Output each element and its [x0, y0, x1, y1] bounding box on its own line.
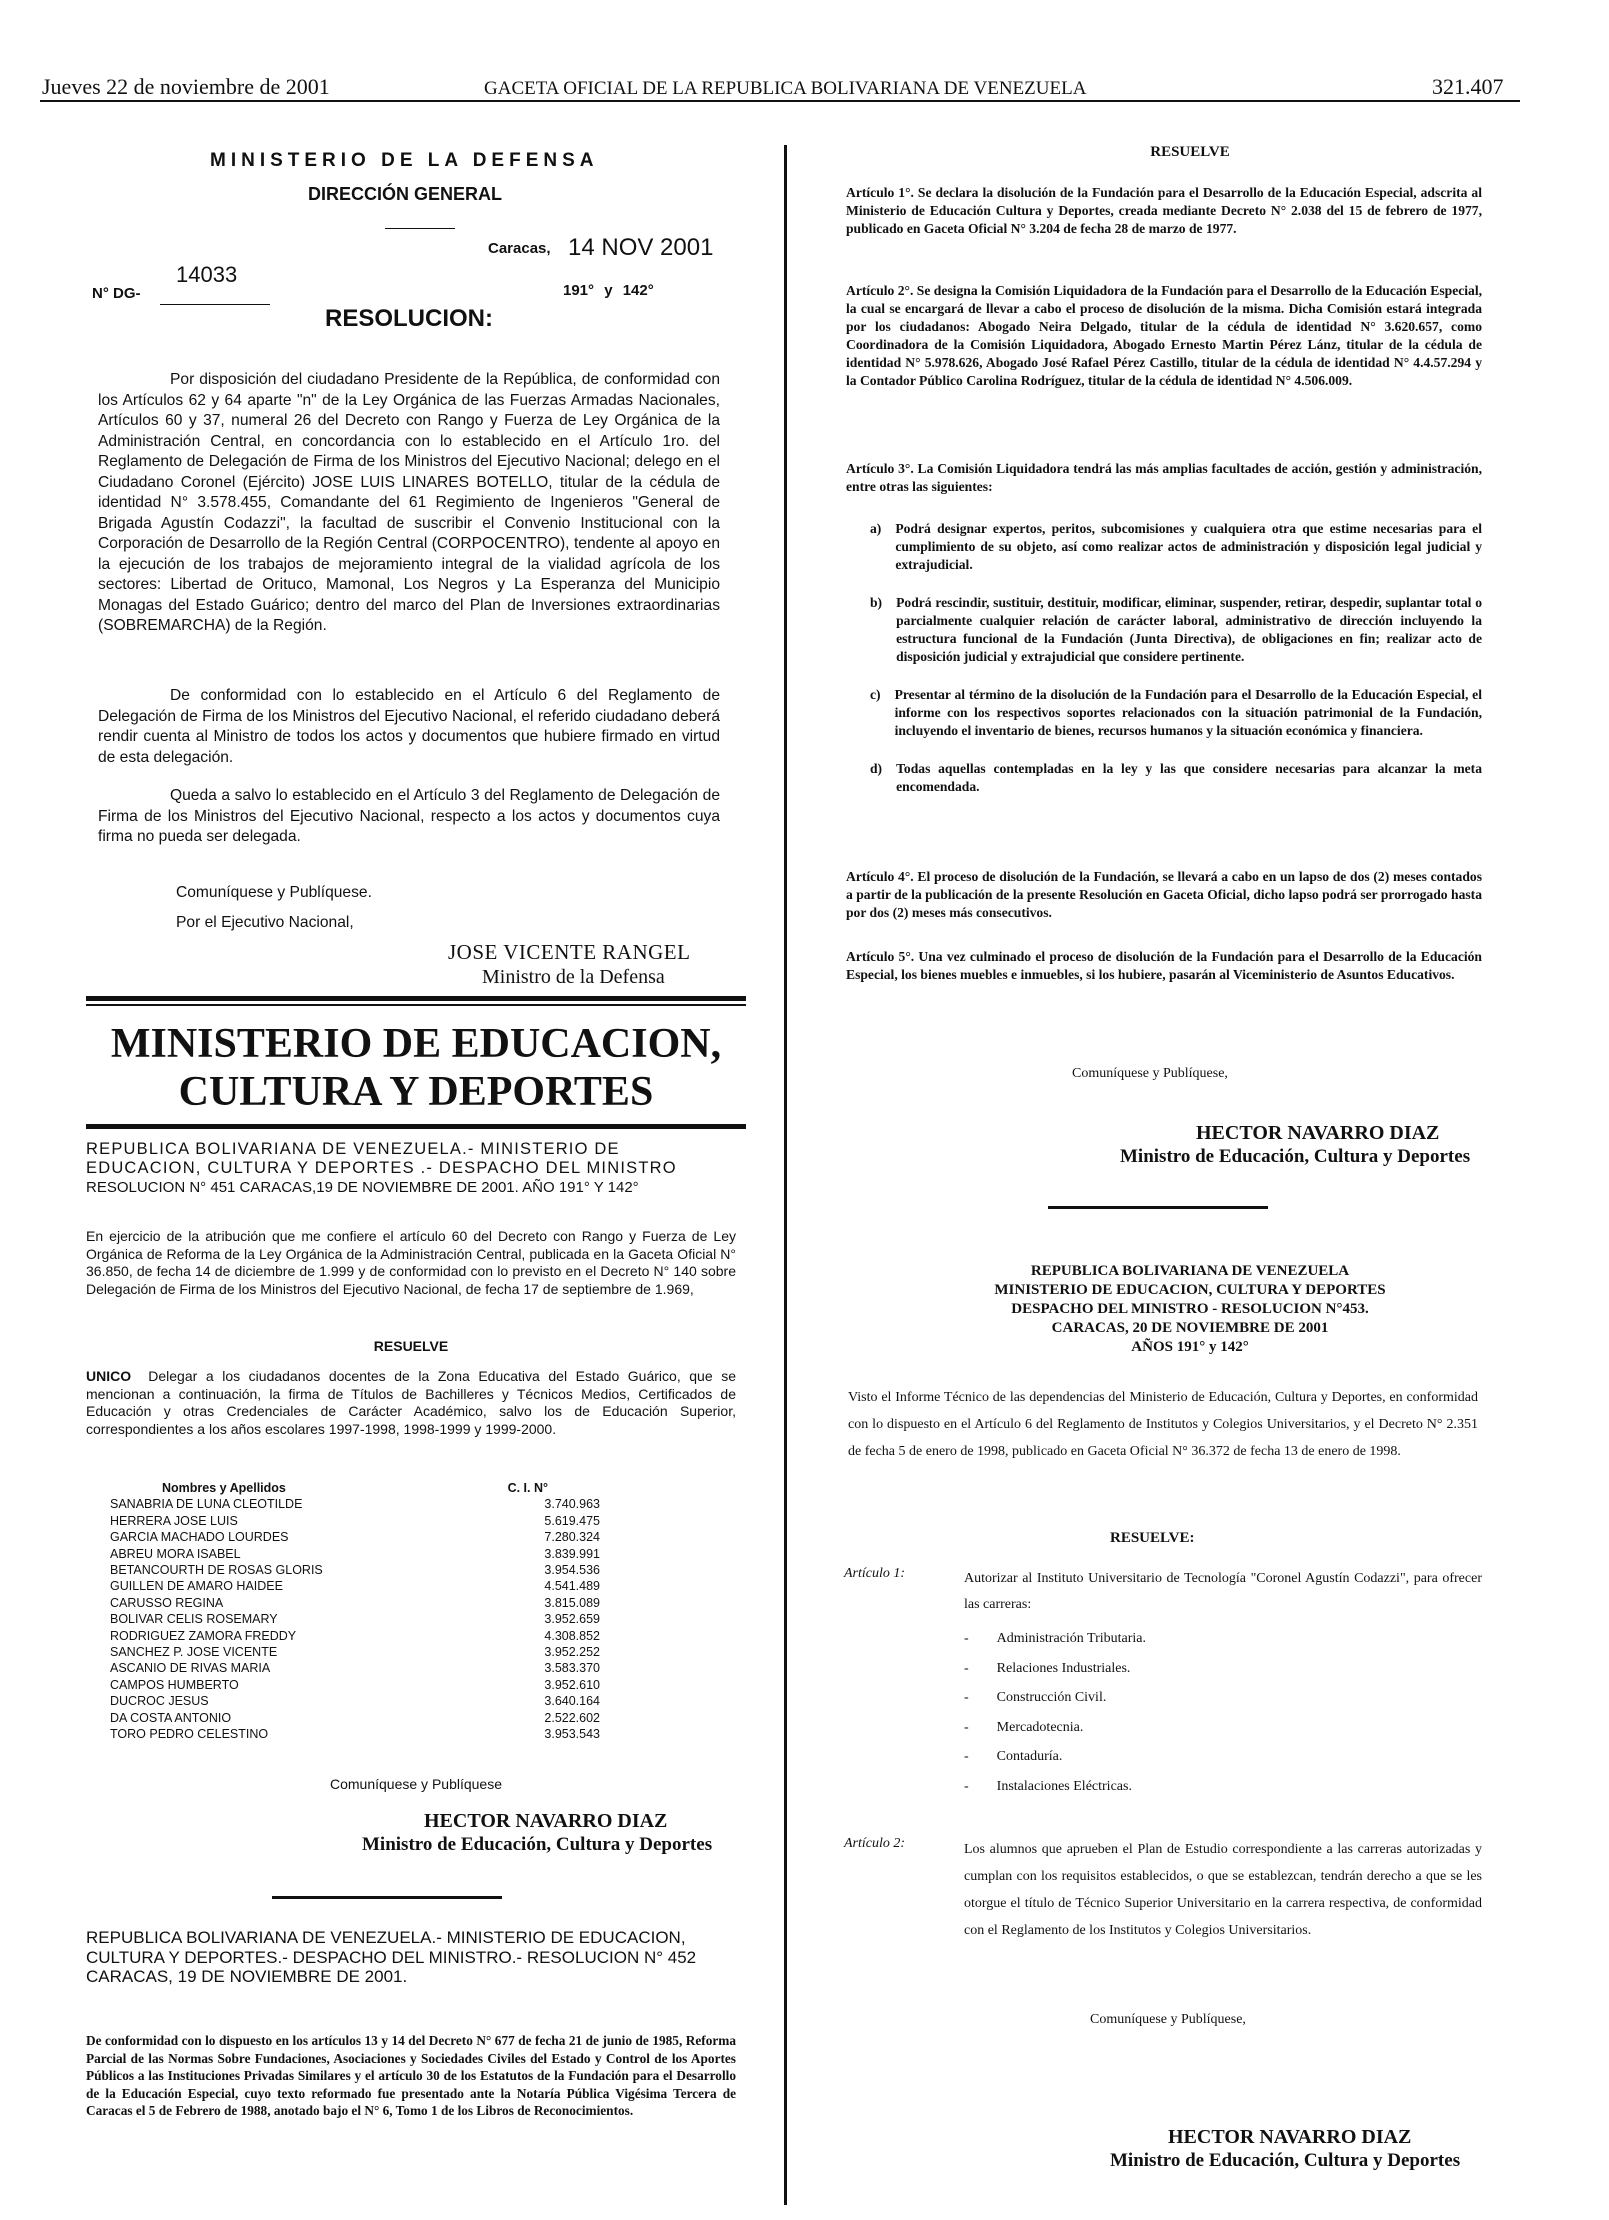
res451-unico-text: Delegar a los ciudadanos docentes de la Zona Educativa del Estado Guárico, que se mencionan a continuación, la firma de Títulos de Bachilleres y Técnicos Medios, Certificados de Educación y otras Credenciales de Carácter Académico, salvo los de Educación Superior, correspondientes a los años escolares 1997-1998, 1998-1999 y 1999-2000. — [86, 1368, 736, 1437]
row-ci: 3.953.543 — [544, 1727, 600, 1742]
header-date: Jueves 22 de noviembre de 2001 — [42, 74, 330, 99]
res452-a3-label: Artículo 3°. — [846, 461, 914, 476]
defensa-direction: DIRECCIÓN GENERAL — [308, 184, 503, 204]
row-ci: 4.541.489 — [544, 1579, 600, 1594]
res451-closing: Comuníquese y Publíquese — [330, 1776, 502, 1792]
res453-heading-2: MINISTERIO DE EDUCACION, CULTURA Y DEPORTES — [994, 1282, 1386, 1298]
res452-article-2 — [846, 282, 1482, 390]
section-rule-bottom — [86, 1124, 746, 1129]
res453-signer: HECTOR NAVARRO DIAZ — [1168, 2126, 1412, 2148]
res451-resuelve: RESUELVE — [373, 1338, 449, 1354]
row-name: RODRIGUEZ ZAMORA FREDDY — [110, 1628, 297, 1643]
list-item — [964, 1742, 1146, 1772]
res452-items — [870, 520, 1482, 796]
res451-table-header — [110, 1480, 600, 1496]
defensa-paragraph-1: Por disposición del ciudadano Presidente de la República, de conformidad con los Artículos 62 y 64 aparte "n" de la Ley Orgánica de las Fuerzas Armadas Nacionales, Artículos 60 y 37, numeral 26 del Decreto con Rango y Fuerza de Ley Orgánica de la Administración Central, en concordancia con lo establecido en el Artículo 1ro. del Reglamento de Delegación de Firma de los Ministros del Ejecutivo Nacional; delego en el Ciudadano Coronel (Ejército) JOSE LUIS LINARES BOTELLO, titular de la cédula de identidad N° 3.578.455, Comandante del 61 Regimiento de Ingenieros "General de Brigada Agustín Codazzi", la facultad de suscribir el Convenio Institucional con la Corporación de Desarrollo de la Región Central (CORPOCENTRO), tendente al apoyo en la ejecución de los trabajos de mejoramiento integral de la vialidad agrícola de los sectores: Libertad de Orituco, Mamonal, Los Negros y La Esperanza del Municipio Monagas del Estado Guárico; dentro del marco del Plan de Inversiones extraordinarias (SOBREMARCHA) de la Región. — [98, 371, 720, 634]
bullet-icon: - — [964, 1778, 969, 1794]
row-name: BOLIVAR CELIS ROSEMARY — [110, 1612, 278, 1627]
row-ci: 3.952.610 — [544, 1677, 600, 1692]
section-rule-top — [86, 996, 746, 1001]
defensa-signer: JOSE VICENTE RANGEL — [448, 940, 691, 964]
res451-heading-2: EDUCACION, CULTURA Y DEPORTES .- DESPACHO DEL MINISTRO — [86, 1159, 677, 1177]
defensa-city: Caracas, — [488, 240, 551, 257]
defensa-closing-1: Comuníquese y Publíquese. — [176, 884, 372, 901]
res453-careers — [964, 1624, 1146, 1801]
list-item — [964, 1624, 1146, 1654]
res451-intro: En ejercicio de la atribución que me confiere el artículo 60 del Decreto con Rango y Fuerza de Ley Orgánica de Reforma de la Ley Orgánica de la Administración Central, publicada en la Gaceta Oficial N° 36.850, de fecha 14 de diciembre de 1.999 y de conformidad con lo previsto en el Decreto N° 140 sobre Delegación de Firma de los Ministros del Ejecutivo Nacional, de fecha 17 de septiembre de 1.969, — [86, 1228, 736, 1297]
column-divider — [784, 145, 787, 2205]
table-row — [110, 1546, 600, 1562]
list-item — [870, 594, 1482, 666]
res451-signer: HECTOR NAVARRO DIAZ — [424, 1810, 668, 1832]
res452-heading-2: CULTURA Y DEPORTES.- DESPACHO DEL MINISTRO.- RESOLUCION N° 452 — [86, 1947, 697, 1967]
res452-article-1 — [846, 184, 1482, 238]
table-row — [110, 1693, 600, 1709]
res452-signer-title: Ministro de Educación, Cultura y Deportes — [1120, 1146, 1471, 1167]
row-ci: 3.954.536 — [544, 1563, 600, 1578]
res451-col-name: Nombres y Apellidos — [162, 1481, 286, 1495]
row-name: DA COSTA ANTONIO — [110, 1710, 232, 1725]
res453-heading-5: AÑOS 191° y 142° — [1131, 1339, 1249, 1355]
defensa-closing-2: Por el Ejecutivo Nacional, — [176, 914, 354, 931]
res453-heading-3: DESPACHO DEL MINISTRO - RESOLUCION N°453. — [1011, 1301, 1369, 1317]
res452-signer: HECTOR NAVARRO DIAZ — [1196, 1122, 1440, 1144]
res453-signer-title: Ministro de Educación, Cultura y Deportes — [1110, 2150, 1461, 2171]
res451-heading-3: RESOLUCION N° 451 CARACAS,19 DE NOVIEMBRE DE 2001. AÑO 191° Y 142° — [86, 1179, 639, 1196]
res452-article-4 — [846, 868, 1482, 922]
res451-col-ci: C. I. N° — [507, 1481, 548, 1495]
row-name: HERRERA JOSE LUIS — [110, 1513, 238, 1528]
list-item — [870, 520, 1482, 574]
defensa-date: 14 NOV 2001 — [568, 234, 714, 261]
list-item — [964, 1772, 1146, 1802]
bullet-icon: - — [964, 1631, 969, 1646]
res453-intro: Visto el Informe Técnico de las dependencias del Ministerio de Educación, Cultura y Deportes, en conformidad con lo dispuesto en el Artículo 6 del Reglamento de Institutos y Colegios Universitarios, y el Decreto N° 2.351 de fecha 5 de enero de 1998, publicado en Gaceta Oficial N° 36.372 de fecha 13 de enero de 1998. — [848, 1390, 1478, 1459]
table-row — [110, 1677, 600, 1693]
header-page-number: 321.407 — [1432, 74, 1504, 99]
section-rule-top-thin — [86, 1004, 746, 1006]
item-text: Podrá designar expertos, peritos, subcomisiones y cualquiera otra que estime necesarias para el cumplimiento de su objeto, así como realizar actos de administración y disposición legal judicial y extrajudicial. — [895, 521, 1482, 572]
defensa-short-rule — [385, 228, 455, 229]
res451-heading — [86, 1140, 736, 1197]
res452-a5-label: Artículo 5°. — [846, 949, 915, 964]
res452-heading — [86, 1928, 736, 1987]
table-row — [110, 1578, 600, 1594]
item-text: Presentar al término de la disolución de la Fundación para el Desarrollo de la Educación Especial, el informe con los respectivos soportes relacionados con la situación patrimonial de la Fundación, incluyendo el inventario de bienes, recursos humanos y la situación económica y financiera. — [894, 687, 1482, 738]
row-name: GARCIA MACHADO LOURDES — [110, 1530, 289, 1545]
res451-unico — [86, 1368, 736, 1438]
row-ci: 3.640.164 — [544, 1694, 600, 1709]
res451-signer-title: Ministro de Educación, Cultura y Deportes — [362, 1834, 713, 1855]
bullet-icon: - — [964, 1749, 969, 1764]
row-name: ASCANIO DE RIVAS MARIA — [110, 1661, 271, 1676]
res452-intro: De conformidad con lo dispuesto en los artículos 13 y 14 del Decreto N° 677 de fecha 21 de junio de 1985, Reforma Parcial de las Normas Sobre Fundaciones, Asociaciones y Sociedades Civiles del Estado y Control de los Aportes Públicos a las Instituciones Privadas Similares y el artículo 30 de los Estatutos de la Fundación para el Desarrollo de la Educación Especial, cuyo texto reformado fue presentado ante la Notaría Pública Vigésima Tercera de Caracas el 5 de Febrero de 1988, anotado bajo el N° 6, Tomo 1 de los Libros de Reconocimientos. — [86, 2033, 736, 2118]
defensa-number: 14033 — [176, 262, 238, 287]
res451-end-rule — [272, 1896, 502, 1899]
row-ci: 3.583.370 — [544, 1661, 600, 1676]
row-name: DUCROC JESUS — [110, 1694, 209, 1709]
list-item — [964, 1654, 1146, 1684]
row-name: ABREU MORA ISABEL — [110, 1546, 241, 1561]
row-ci: 3.952.252 — [544, 1645, 600, 1660]
res452-a2-label: Artículo 2°. — [846, 283, 914, 298]
row-name: SANABRIA DE LUNA CLEOTILDE — [110, 1497, 303, 1512]
res452-heading-3: CARACAS, 19 DE NOVIEMBRE DE 2001. — [86, 1967, 408, 1986]
list-item — [870, 760, 1482, 796]
res451-heading-1: REPUBLICA BOLIVARIANA DE VENEZUELA.- MINISTERIO DE — [86, 1140, 620, 1158]
res452-a2-text: Se designa la Comisión Liquidadora de la Fundación para el Desarrollo de la Educación Especial, la cual se encargará de llevar a cabo el proceso de disolución de la misma. Dicha Comisión estará integrada por los ciudadanos: Abogado Neira Delgado, titular de la cédula de identidad N° 3.620.657, como Coordinadora de la Comisión Liquidadora, Abogado Ernesto Martin Pérez Lánz, titular de la cédula de identidad N° 5.978.626, Abogado José Rafael Pérez Castillo, titular de la cédula de identidad N° 4.4.57.294 y la Contador Público Carolina Rodríguez, titular de la cédula de identidad N° 4.506.009. — [846, 283, 1483, 388]
res452-heading-1: REPUBLICA BOLIVARIANA DE VENEZUELA.- MINISTERIO DE EDUCACION, — [86, 1928, 686, 1947]
row-ci: 3.952.659 — [544, 1612, 600, 1627]
res453-heading — [830, 1262, 1550, 1357]
table-row — [110, 1710, 600, 1726]
res453-closing: Comuníquese y Publíquese, — [1090, 2012, 1246, 2027]
table-row — [110, 1644, 600, 1660]
row-name: CAMPOS HUMBERTO — [110, 1677, 239, 1692]
item-key: a) — [870, 521, 882, 536]
row-ci: 7.280.324 — [544, 1530, 600, 1545]
defensa-number-rule — [160, 304, 270, 305]
res452-end-rule — [1048, 1206, 1268, 1209]
row-ci: 4.308.852 — [544, 1628, 600, 1643]
item-key: c) — [870, 687, 881, 702]
res453-a2-text: Los alumnos que aprueben el Plan de Estudio correspondiente a las carreras autorizadas y cumplan con los requisitos establecidos, o que se establezcan, tendrán derecho a que se les otorgue el título de Técnico Superior Universitario en la carrera respectiva, de conformidad con el Reglamento de los Institutos y Colegios Universitarios. — [964, 1842, 1482, 1938]
res453-a1-label: Artículo 1: — [844, 1566, 906, 1581]
table-row — [110, 1611, 600, 1627]
header-publication: GACETA OFICIAL DE LA REPUBLICA BOLIVARIANA DE VENEZUELA — [484, 78, 1087, 99]
table-row — [110, 1726, 600, 1742]
res451-table — [110, 1480, 600, 1743]
res453-a2-label: Artículo 2: — [844, 1836, 906, 1851]
res452-resuelve: RESUELVE — [1150, 144, 1230, 160]
list-item — [964, 1713, 1146, 1743]
res452-closing: Comuníquese y Publíquese, — [1072, 1066, 1228, 1081]
item-key: b) — [870, 595, 883, 610]
bullet-icon: - — [964, 1660, 969, 1676]
res453-a1-text: Autorizar al Instituto Universitario de Tecnología "Coronel Agustín Codazzi", para ofrecer las carreras: — [964, 1571, 1482, 1612]
defensa-paragraph-3: Queda a salvo lo establecido en el Artículo 3 del Reglamento de Delegación de Firma de los Ministros del Ejecutivo Nacional, respecto a los actos y documentos cuya firma no pueda ser delegada. — [98, 787, 720, 845]
career-label: Construcción Civil. — [996, 1690, 1107, 1705]
res452-article-3 — [846, 460, 1482, 496]
item-text: Podrá rescindir, sustituir, destituir, modificar, eliminar, suspender, retirar, despedir, suplantar total o parcialmente cualquier relación de carácter laboral, administrativo de dirección incluyendo la estructura funcional de la Fundación (Junta Directiva), de obligaciones en fin; realizar acto de disposición judicial y extrajudicial que considere pertinente. — [896, 595, 1482, 664]
career-label: Mercadotecnia. — [996, 1719, 1084, 1735]
res452-a5-text: Una vez culminado el proceso de disolución de la Fundación para el Desarrollo de la Educación Especial, los bienes muebles e inmuebles, si los hubiere, pasarán al Viceministerio de Asuntos Educativos. — [846, 949, 1482, 982]
career-label: Instalaciones Eléctricas. — [996, 1778, 1132, 1794]
career-label: Relaciones Industriales. — [996, 1660, 1131, 1676]
row-ci: 2.522.602 — [544, 1710, 600, 1725]
res452-a1-text: Se declara la disolución de la Fundación para el Desarrollo de la Educación Especial, adscrita al Ministerio de Educación Cultura y Deportes, creada mediante Decreto N° 2.038 del 15 de febrero de 1977, publicado en Gaceta Oficial N° 3.204 de fecha 28 de marzo de 1977. — [846, 185, 1482, 236]
res453-heading-1: REPUBLICA BOLIVARIANA DE VENEZUELA — [1030, 1263, 1350, 1279]
educacion-title-2: CULTURA Y DEPORTES — [178, 1069, 654, 1115]
res452-article-5 — [846, 948, 1482, 984]
row-name: BETANCOURTH DE ROSAS GLORIS — [110, 1563, 323, 1578]
header-rule — [40, 100, 1520, 102]
res452-a4-text: El proceso de disolución de la Fundación, se llevará a cabo en un lapso de dos (2) meses contados a partir de la publicación de la presente Resolución en Gaceta Oficial, dicho lapso podrá ser prorrogado hasta por dos (2) meses más consecutivos. — [846, 869, 1483, 920]
row-ci: 3.839.991 — [544, 1546, 600, 1561]
defensa-paragraph-2: De conformidad con lo establecido en el Artículo 6 del Reglamento de Delegación de Firma de los Ministros del Ejecutivo Nacional, el referido ciudadano deberá rendir cuenta al Ministro de todos los actos y documentos que hubiere firmado en virtud de esta delegación. — [98, 687, 720, 766]
res452-a3-text: La Comisión Liquidadora tendrá las más amplias facultades de acción, gestión y administración, entre otras las siguientes: — [846, 461, 1482, 494]
defensa-number-label: N° DG- — [92, 285, 141, 302]
res453-resuelve: RESUELVE: — [1110, 1530, 1195, 1546]
bullet-icon: - — [964, 1690, 969, 1705]
table-row — [110, 1595, 600, 1611]
row-ci: 3.740.963 — [544, 1497, 600, 1512]
res453-heading-4: CARACAS, 20 DE NOVIEMBRE DE 2001 — [1051, 1320, 1329, 1336]
table-row — [110, 1628, 600, 1644]
row-name: GUILLEN DE AMARO HAIDEE — [110, 1579, 283, 1594]
table-row — [110, 1562, 600, 1578]
row-name: SANCHEZ P. JOSE VICENTE — [110, 1645, 278, 1660]
career-label: Administración Tributaria. — [996, 1631, 1146, 1646]
res452-a1-label: Artículo 1°. — [846, 185, 914, 200]
educacion-title-1: MINISTERIO DE EDUCACION, — [110, 1021, 722, 1067]
list-item — [964, 1683, 1146, 1713]
table-row — [110, 1529, 600, 1545]
row-ci: 5.619.475 — [544, 1513, 600, 1528]
res451-unico-label: UNICO — [86, 1368, 132, 1384]
row-name: CARUSSO REGINA — [110, 1595, 224, 1610]
res452-a4-label: Artículo 4°. — [846, 869, 914, 884]
list-item — [870, 686, 1482, 740]
table-row — [110, 1513, 600, 1529]
item-key: d) — [870, 761, 883, 776]
bullet-icon: - — [964, 1719, 969, 1735]
table-row — [110, 1496, 600, 1512]
career-label: Contaduría. — [996, 1749, 1063, 1764]
defensa-ministry: MINISTERIO DE LA DEFENSA — [210, 150, 599, 171]
defensa-signer-title: Ministro de la Defensa — [482, 966, 665, 988]
row-ci: 3.815.089 — [544, 1595, 600, 1610]
table-row — [110, 1660, 600, 1676]
defensa-title: RESOLUCION: — [325, 305, 493, 332]
row-name: TORO PEDRO CELESTINO — [110, 1727, 269, 1742]
item-text: Todas aquellas contempladas en la ley y las que considere necesarias para alcanzar la meta encomendada. — [896, 761, 1482, 794]
defensa-years: 191° y 142° — [563, 282, 654, 299]
